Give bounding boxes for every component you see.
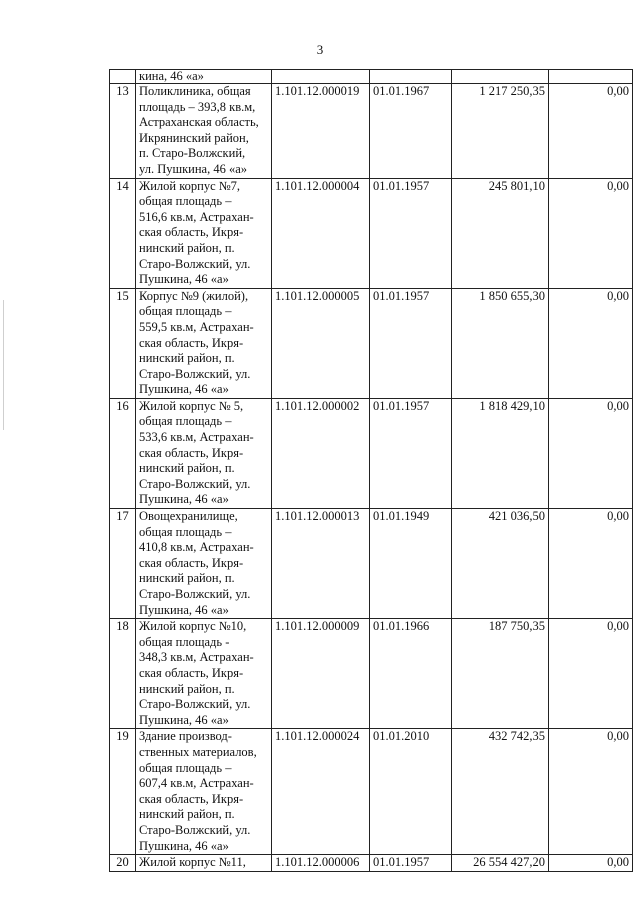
- inventory-number: 1.101.12.000005: [272, 288, 370, 398]
- property-registry-table: [109, 69, 633, 872]
- book-value: 1 217 250,35: [452, 84, 549, 179]
- table-row: [110, 398, 633, 508]
- commission-date: 01.01.1957: [370, 178, 452, 288]
- residual-value: 0,00: [549, 288, 633, 398]
- residual-value: 0,00: [549, 178, 633, 288]
- object-description: Корпус №9 (жилой), общая площадь – 559,5 кв.м, Астрахан- ская область, Икря- нинский район, п. Старо-Волжский, ул. Пушкина, 46 «а»: [136, 288, 272, 398]
- inventory-number: 1.101.12.000019: [272, 84, 370, 179]
- object-description: Здание производ- ственных материалов, общая площадь – 607,4 кв.м, Астрахан- ская область, Икря- нинский район, п. Старо-Волжский, ул. Пушкина, 46 «а»: [136, 729, 272, 855]
- commission-date: 01.01.2010: [370, 729, 452, 855]
- inventory-number: 1.101.12.000013: [272, 509, 370, 619]
- commission-date: 01.01.1967: [370, 84, 452, 179]
- row-number: 13: [110, 84, 136, 179]
- residual-value: 0,00: [549, 398, 633, 508]
- row-number: 15: [110, 288, 136, 398]
- table-row: [110, 509, 633, 619]
- book-value: [452, 70, 549, 84]
- row-number: 20: [110, 855, 136, 872]
- row-number: [110, 70, 136, 84]
- object-description: кина, 46 «а»: [136, 70, 272, 84]
- scan-margin-line: [3, 300, 4, 430]
- table-row: [110, 855, 633, 872]
- book-value: 26 554 427,20: [452, 855, 549, 872]
- inventory-number: 1.101.12.000024: [272, 729, 370, 855]
- row-number: 14: [110, 178, 136, 288]
- book-value: 432 742,35: [452, 729, 549, 855]
- inventory-number: 1.101.12.000002: [272, 398, 370, 508]
- residual-value: 0,00: [549, 729, 633, 855]
- object-description: Жилой корпус № 5, общая площадь – 533,6 кв.м, Астрахан- ская область, Икря- нинский район, п. Старо-Волжский, ул. Пушкина, 46 «а»: [136, 398, 272, 508]
- residual-value: 0,00: [549, 84, 633, 179]
- book-value: 245 801,10: [452, 178, 549, 288]
- commission-date: [370, 70, 452, 84]
- object-description: Жилой корпус №11,: [136, 855, 272, 872]
- inventory-number: 1.101.12.000004: [272, 178, 370, 288]
- row-number: 17: [110, 509, 136, 619]
- book-value: 1 818 429,10: [452, 398, 549, 508]
- book-value: 1 850 655,30: [452, 288, 549, 398]
- table-row: [110, 178, 633, 288]
- row-number: 16: [110, 398, 136, 508]
- commission-date: 01.01.1966: [370, 619, 452, 729]
- residual-value: [549, 70, 633, 84]
- commission-date: 01.01.1957: [370, 288, 452, 398]
- row-number: 18: [110, 619, 136, 729]
- residual-value: 0,00: [549, 509, 633, 619]
- page-number: 3: [316, 42, 324, 57]
- object-description: Жилой корпус №10, общая площадь - 348,3 кв.м, Астрахан- ская область, Икря- нинский район, п. Старо-Волжский, ул. Пушкина, 46 «а»: [136, 619, 272, 729]
- table-row: [110, 729, 633, 855]
- table-row: [110, 288, 633, 398]
- residual-value: 0,00: [549, 619, 633, 729]
- inventory-number: [272, 70, 370, 84]
- row-number: 19: [110, 729, 136, 855]
- inventory-number: 1.101.12.000009: [272, 619, 370, 729]
- residual-value: 0,00: [549, 855, 633, 872]
- object-description: Жилой корпус №7, общая площадь – 516,6 кв.м, Астрахан- ская область, Икря- нинский район, п. Старо-Волжский, ул. Пушкина, 46 «а»: [136, 178, 272, 288]
- table-row: [110, 619, 633, 729]
- table-row: [110, 84, 633, 179]
- book-value: 421 036,50: [452, 509, 549, 619]
- commission-date: 01.01.1949: [370, 509, 452, 619]
- commission-date: 01.01.1957: [370, 398, 452, 508]
- inventory-number: 1.101.12.000006: [272, 855, 370, 872]
- commission-date: 01.01.1957: [370, 855, 452, 872]
- object-description: Поликлиника, общая площадь – 393,8 кв.м, Астраханская область, Икрянинский район, п. Старо-Волжский, ул. Пушкина, 46 «а»: [136, 84, 272, 179]
- book-value: 187 750,35: [452, 619, 549, 729]
- object-description: Овощехранилище, общая площадь – 410,8 кв.м, Астрахан- ская область, Икря- нинский район, п. Старо-Волжский, ул. Пушкина, 46 «а»: [136, 509, 272, 619]
- table-row: [110, 70, 633, 84]
